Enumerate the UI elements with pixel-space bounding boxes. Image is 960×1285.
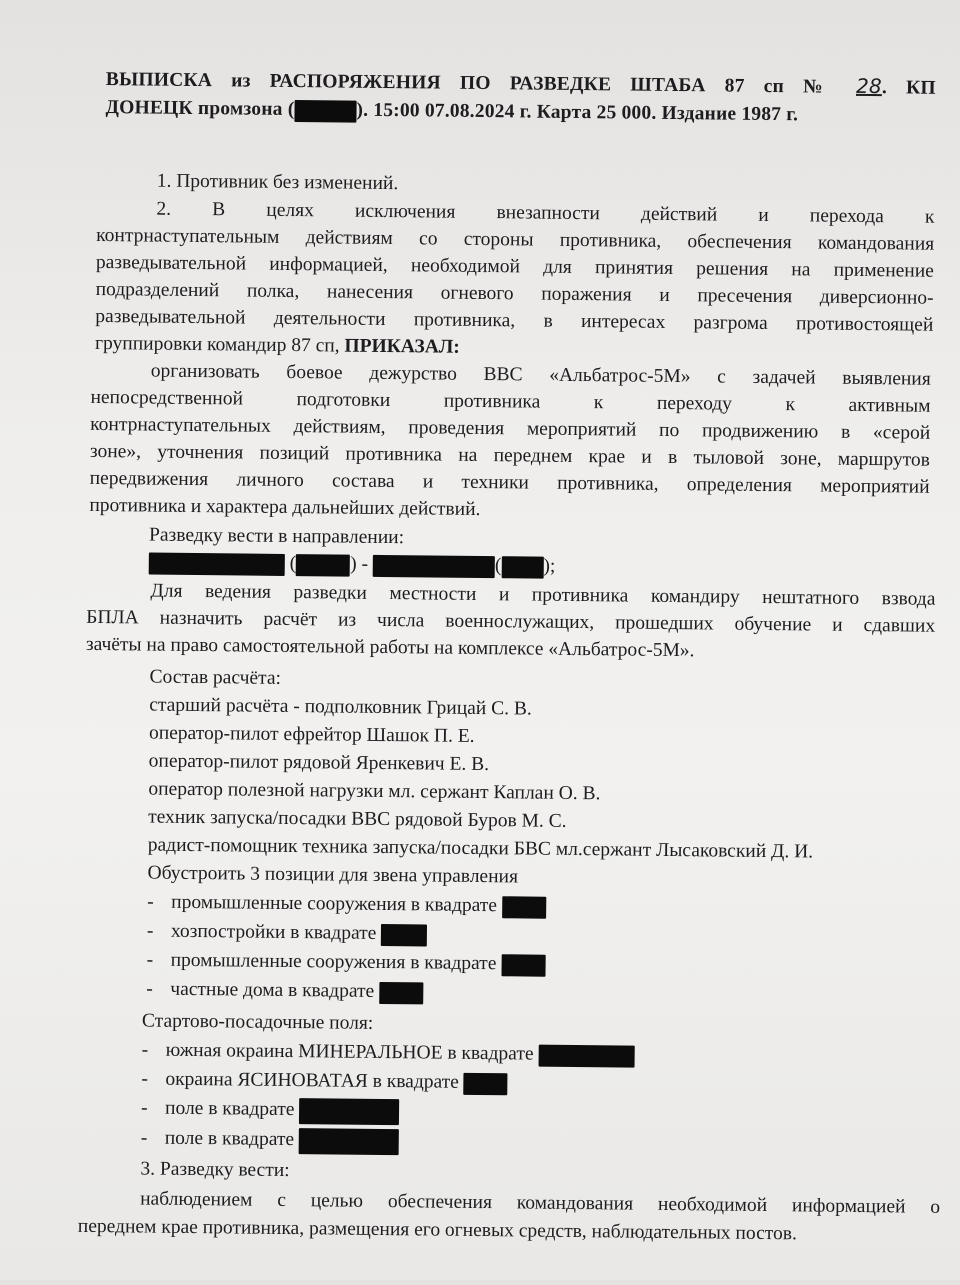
redaction-box (501, 954, 545, 976)
redaction-box (296, 554, 350, 577)
redaction-box (294, 100, 356, 123)
paragraph-2-line-3: разведывательной информацией, необходимой для принятия решения на применение (95, 251, 934, 282)
order-line-1: организовать боевое дежурство ВВС «Альбатрос-5М» с задачей выявления (150, 360, 931, 390)
field-item: - окраина ЯСИНОВАТАЯ в квадрате (141, 1066, 508, 1096)
redaction-box (373, 554, 495, 577)
assign-line-2: БПЛА назначить расчёт из числа военнослужащих, прошедших обучение и сдавших (86, 606, 936, 637)
paragraph-2-line-1: 2. В целях исключения внезапности действий и перехода к (156, 198, 935, 228)
field-item: - поле в квадрате (141, 1095, 399, 1124)
redaction-box (149, 552, 285, 575)
crew-member: оператор-пилот ефрейтор Шашок П. Е. (148, 722, 475, 747)
order-line-5: передвижения личного состава и техники противника, определения мероприятий (89, 467, 930, 498)
header-line-1: ВЫПИСКА из РАСПОРЯЖЕНИЯ ПО РАЗВЕДКЕ ШТАБА 87 сп № 28. КП (105, 69, 936, 99)
redaction-box (299, 1098, 399, 1125)
redaction-box (538, 1044, 634, 1067)
redaction-box (381, 924, 427, 946)
paragraph-3: 3. Разведку вести: (140, 1158, 290, 1182)
handwritten-number: 28 (855, 73, 883, 99)
position-item: - хозпостройки в квадрате (147, 919, 428, 948)
redaction-box (464, 1072, 508, 1094)
redaction-box (299, 1128, 399, 1155)
paragraph-2-line-5: разведывательной деятельности противника, в интересах разгрома противостоящей (95, 305, 934, 336)
crew-member: оператор полезной нагрузки мл. сержант Каплан О. В. (148, 778, 601, 805)
crew-title: Состав расчёта: (149, 666, 282, 689)
positions-title: Обустроить 3 позиции для звена управления (147, 862, 519, 888)
assign-line-3: зачёты на право самостоятельной работы на комплексе «Альбатрос-5М». (85, 633, 695, 662)
paragraph-2-line-6: группировки командир 87 сп, ПРИКАЗАЛ: (94, 332, 460, 358)
order-line-3: контрнаступательных действиям, проведения мероприятий по продвижению в «серой (90, 413, 931, 444)
direction-line: ( ) - ( ); (149, 550, 556, 580)
paragraph-1: 1. Противник без изменений. (156, 170, 399, 195)
field-item: - южная окраина МИНЕРАЛЬНОЕ в квадрате (142, 1037, 635, 1068)
order-line-6: противника и характера дальнейших действий. (89, 494, 481, 520)
field-item: - поле в квадрате (141, 1125, 399, 1154)
redaction-box (502, 896, 546, 918)
position-item: - частные дома в квадрате (146, 977, 423, 1006)
fields-title: Стартово-посадочные поля: (141, 1010, 374, 1034)
paragraph-3-line-2: переднем крае противника, размещения его огневых средств, наблюдательных постов. (77, 1215, 798, 1245)
crew-member: техник запуска/посадки ВВС рядовой Буров М. С. (148, 806, 567, 832)
assign-line-1: Для ведения разведки местности и противника командиру нештатного взвода (150, 580, 936, 610)
paragraph-2-line-2: контрнаступательным действиям со стороны противника, обеспечения командования (96, 224, 935, 255)
redaction-box (379, 981, 423, 1003)
order-line-2: непосредственной подготовки противника к переходу к активным (90, 386, 931, 417)
direction-title: Разведку вести в направлении: (148, 524, 405, 549)
crew-member: оператор-пилот рядовой Яренкевич Е. В. (148, 750, 490, 776)
ordered-label: ПРИКАЗАЛ: (344, 335, 460, 358)
crew-member: радист-помощник техника запуска/посадки БВС мл.сержант Лысаковский Д. И. (147, 834, 814, 863)
position-item: - промышленные сооружения в квадрате (146, 948, 545, 978)
header-line-2: ДОНЕЦК промзона ( ). 15:00 07.08.2024 г. Карта 25 000. Издание 1987 г. (105, 97, 799, 126)
paragraph-2-line-4: подразделений полка, нанесения огневого поражения и пресечения диверсионно- (95, 278, 934, 309)
order-line-4: зоне», уточнения позиций противника на переднем крае и в тыловой зоне, маршрутов (89, 440, 931, 471)
paragraph-3-line-1: наблюдением с целью обеспечения командования необходимой информацией о (140, 1188, 941, 1218)
document-header (105, 64, 936, 131)
crew-member: старший расчёта - подполковник Грицай С. В. (149, 694, 532, 720)
position-item: - промышленные сооружения в квадрате (147, 890, 546, 920)
redaction-box (501, 556, 543, 578)
